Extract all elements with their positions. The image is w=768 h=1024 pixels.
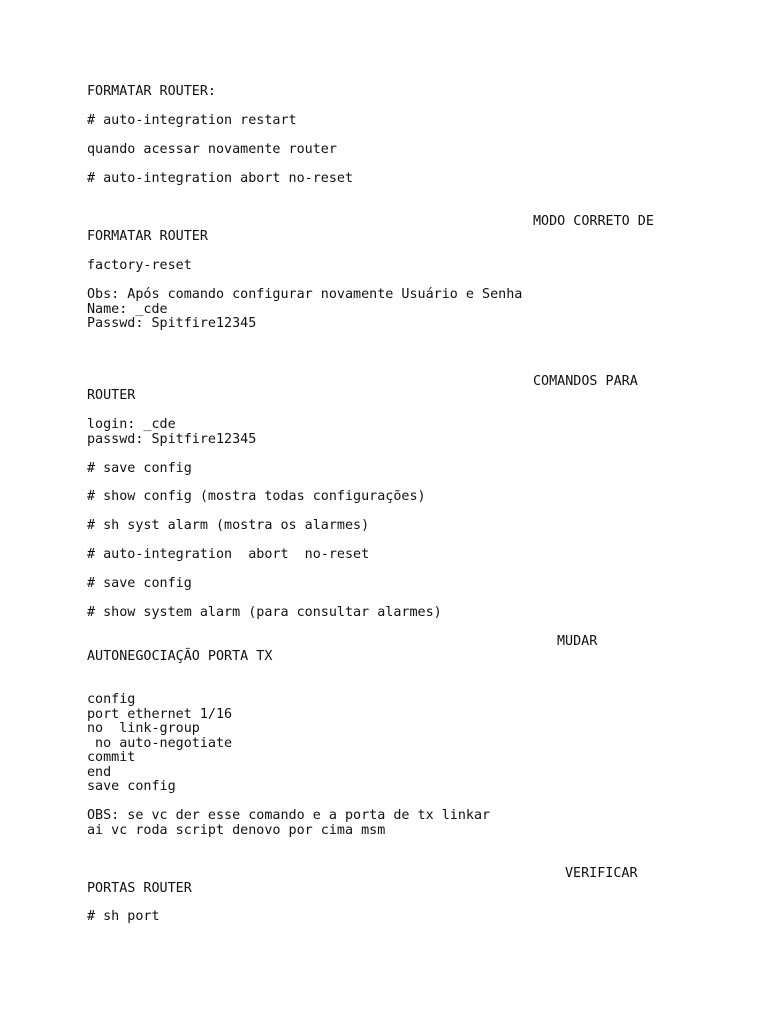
text-line: login: _cde <box>87 417 176 432</box>
text-line: Name: _cde <box>87 302 168 317</box>
command-line: factory-reset <box>87 258 192 273</box>
section-heading: FORMATAR ROUTER <box>87 229 208 244</box>
section-heading-right: VERIFICAR <box>565 866 638 881</box>
command-line: # save config <box>87 461 192 476</box>
section-heading: AUTONEGOCIAÇÃO PORTA TX <box>87 649 273 664</box>
section-heading-right: MODO CORRETO DE <box>533 214 654 229</box>
command-line: end <box>87 765 112 780</box>
command-line: # auto-integration abort no-reset <box>87 171 354 186</box>
note-line: Obs: Após comando configurar novamente Usuário e Senha <box>87 287 523 302</box>
command-line: # show config (mostra todas configurações) <box>87 489 426 504</box>
command-line: # sh syst alarm (mostra os alarmes) <box>87 518 370 533</box>
command-line: # auto-integration restart <box>87 113 297 128</box>
text-line: quando acessar novamente router <box>87 142 337 157</box>
note-line: OBS: se vc der esse comando e a porta de tx linkar <box>87 808 491 823</box>
command-line: no auto-negotiate <box>87 736 233 751</box>
note-line: ai vc roda script denovo por cima msm <box>87 823 386 838</box>
section-heading-right: COMANDOS PARA <box>533 374 638 389</box>
command-line: no link-group <box>87 721 200 736</box>
text-line: passwd: Spitfire12345 <box>87 432 257 447</box>
command-line: save config <box>87 779 176 794</box>
heading-formatar-router: FORMATAR ROUTER: <box>87 84 216 99</box>
command-line: # sh port <box>87 909 160 924</box>
command-line: # save config <box>87 576 192 591</box>
command-line: # show system alarm (para consultar alarmes) <box>87 605 442 620</box>
command-line: # auto-integration abort no-reset <box>87 547 370 562</box>
section-heading: PORTAS ROUTER <box>87 881 192 896</box>
command-line: port ethernet 1/16 <box>87 707 233 722</box>
text-line: Passwd: Spitfire12345 <box>87 316 257 331</box>
command-line: config <box>87 692 136 707</box>
section-heading: ROUTER <box>87 388 136 403</box>
section-heading-right: MUDAR <box>557 634 598 649</box>
command-line: commit <box>87 750 136 765</box>
